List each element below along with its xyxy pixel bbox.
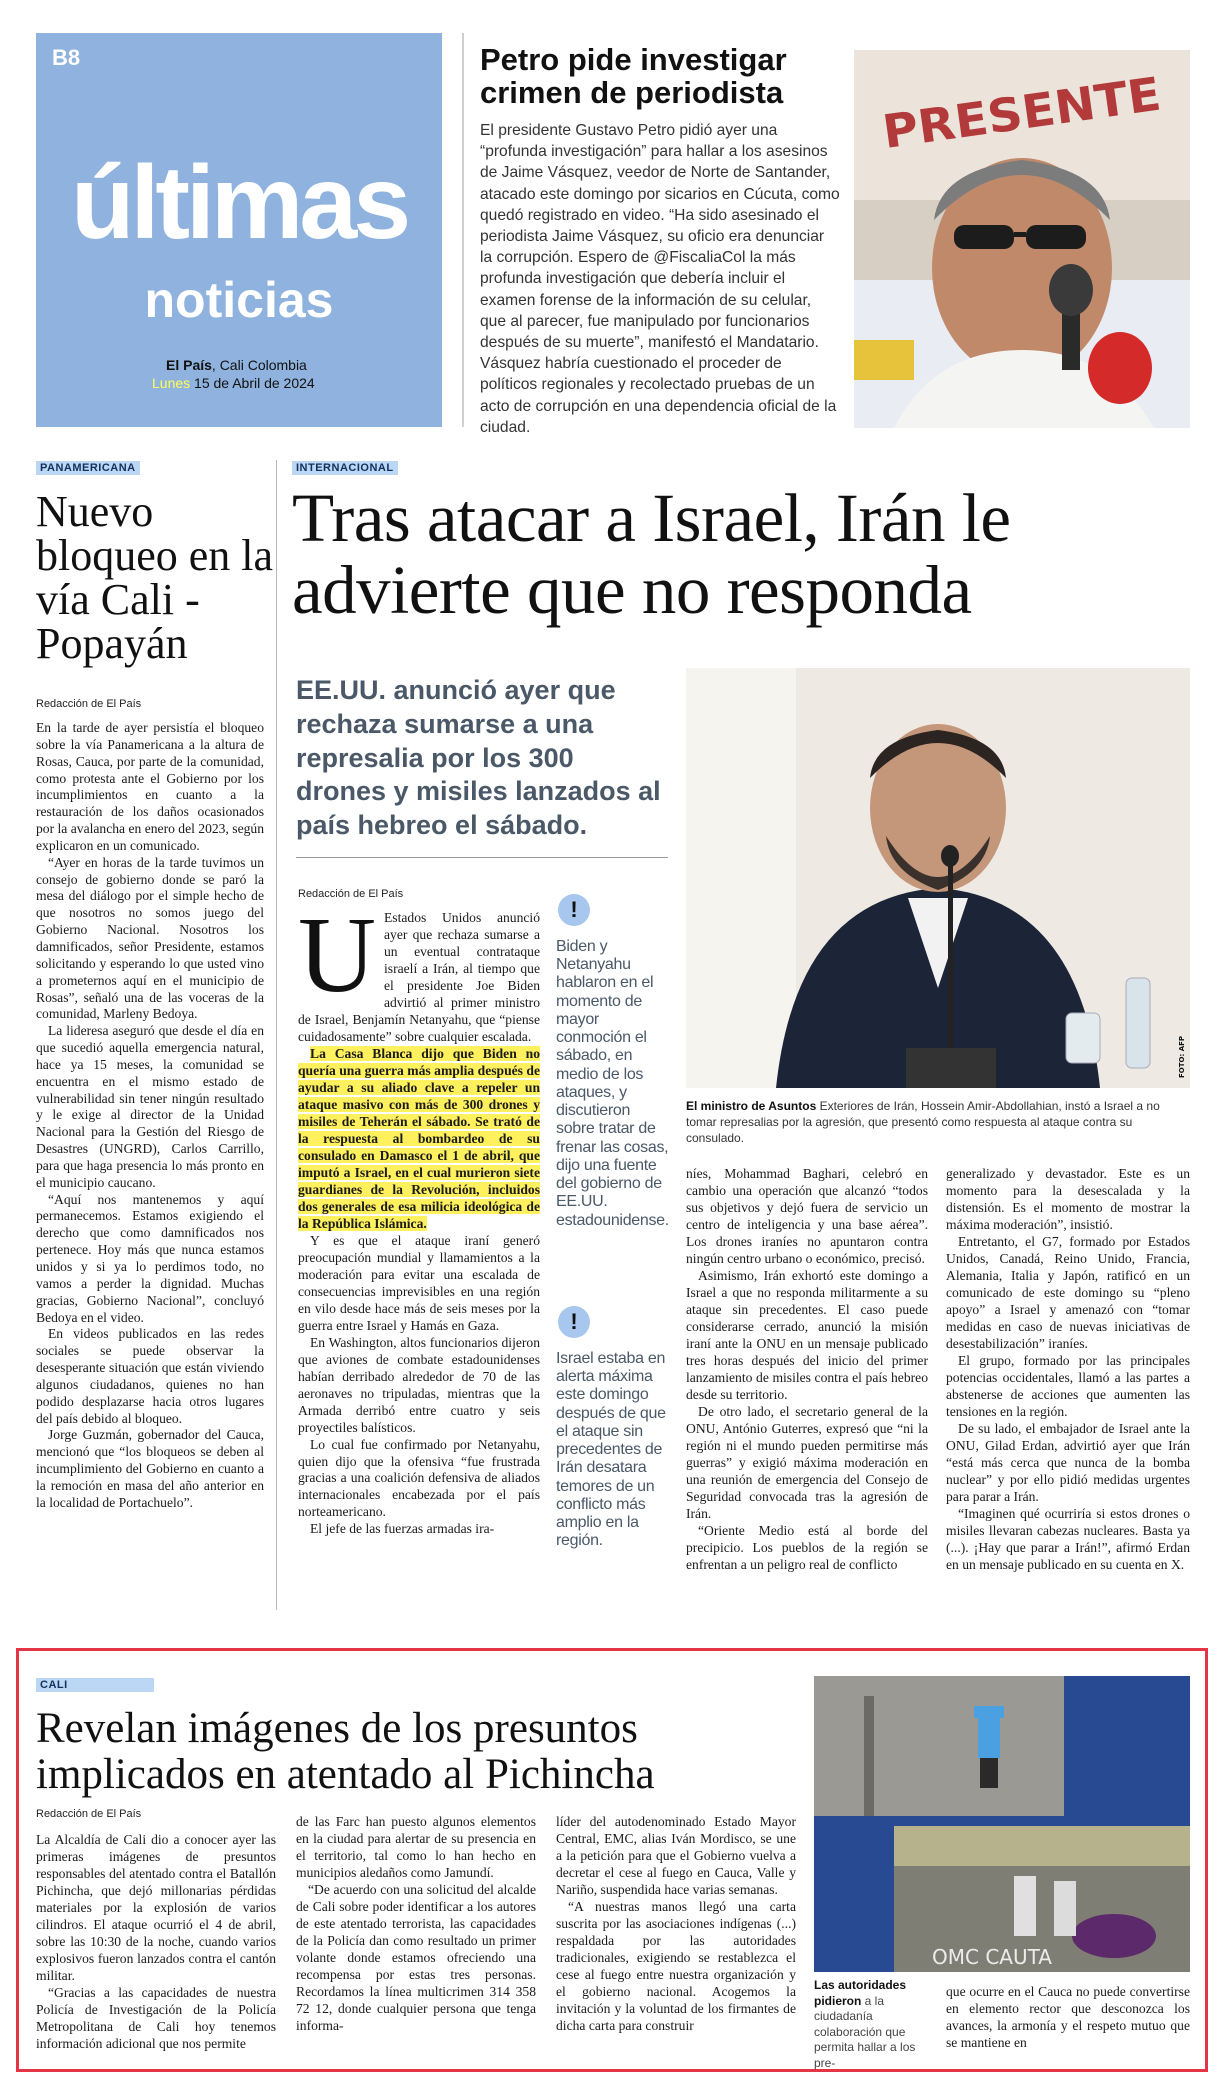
divider <box>462 33 464 427</box>
divider <box>296 857 668 858</box>
panamericana-body: En la tarde de ayer persistía el bloqueo sobre la vía Panamericana a la altura de Rosas, Cauca, por parte de la comunidad, como protesta ante el Gobierno por los incumplimientos en cuanto a la restauración de los daños ocasionados por la avalancha en enero del 2023, según explicaron en un comunicado. “Ayer en horas de la tarde tuvimos un consejo de gobierno donde se paró la mesa del diálogo por el simple hecho de que nosotros no somos juego del Gobierno Nacional. Nosotros los damnificados, señor Presidente, estamos solicitando y esperando lo que usted vino a prometernos aquí en el municipio de Rosas”, señaló una de las voceras de la comunidad, Marleny Bedoya. La lideresa aseguró que desde el día en que sucedió aquella emergencia natural, hace ya 15 meses, la comunidad se encuentra en el mismo estado de vulnerabilidad sin tener ningún resultado y le exige al director de la Unidad Nacional para la Gestión del Riesgo de Desastres (UNGRD), Carlos Carrillo, para que haga presencia lo más pronto en el municipio caucano. “Aquí nos mantenemos y aquí permanecemos. Estamos exigiendo el derecho que como damnificados nos pertenece. Hoy más que nunca estamos unidos y si ya lo perdimos todo, no vamos a perder la dignidad. Muchas gracias, Gobierno Nacional”, concluyó Bedoya en el video. En videos publicados en las redes sociales se puede observar la desesperante situación que están viviendo algunos ciudadanos, quienes no han podido desplazarse hacia otros lugares del país debido al bloqueo. Jorge Guzmán, gobernador del Cauca, mencionó que “los bloqueos se deben al incumplimiento del Gobierno en cuanto a la remoción en masa del año anterior en la localidad de Portachuelo”. <box>36 720 264 1510</box>
tag-panamericana: PANAMERICANA <box>36 461 140 475</box>
photo-sign-text: PRESENTE <box>879 68 1151 159</box>
main-deck: EE.UU. anunció ayer que rechaza sumarse a una represalia por los 300 drones y misiles lanzados al país hebreo el sábado. <box>296 675 661 840</box>
petro-headline: Petro pide investigar crimen de periodista <box>480 42 787 110</box>
iran-minister-photo <box>686 668 1190 1088</box>
cali-byline: Redacción de El País <box>36 1808 142 1820</box>
tag-cali: CALI <box>36 1678 154 1692</box>
panamericana-headline: Nuevo bloqueo en la vía Cali - Popayán <box>36 487 274 668</box>
cali-photo-caption: Las autoridades pidieron a la ciudadanía colaboración que permita hallar a los pre- <box>814 1978 916 2070</box>
cali-headline: Revelan imágenes de los presuntos implicados en atentado al Pichincha <box>36 1705 655 1798</box>
cali-col1: La Alcaldía de Cali dio a conocer ayer las primeras imágenes de presuntos responsables del atentado contra el Batallón Pichincha, que dejó millonarias pérdidas materiales por la explosión de varios cilindros. El ataque ocurrió el 4 de abril, sobre las 10:30 de la noche, cuando varios explosivos fueron lanzados contra el cantón militar. “Gracias a las capacidades de nuestra Policía de Investigación de la Policía Metropolitana de Cali hoy tenemos información adicional que nos permite <box>36 1832 276 2051</box>
exclamation-icon: ! <box>558 1306 590 1338</box>
photo-overlay-text: OMC CAUTA <box>932 1945 1052 1969</box>
main-article-col1: U Estados Unidos anunció ayer que rechaza sumarse a un eventual contrataque israelí a Irán, al tiempo que el presidente Joe Biden advirtió al primer ministro de Israel, Benjamín Netanyahu, que “piense cuidadosamente” sobre cualquier escalada. La Casa Blanca dijo que Biden no quería una guerra más amplia después de ayudar a su aliado clave a repeler un ataque masivo con más de 300 drones y misiles de Teherán el sábado. Se trató de la respuesta al bombardeo de su consulado en Damasco el 1 de abril, que imputó a Israel, en el cual murieron siete guardianes de la Revolución, incluidos dos generales de esa milicia ideológica de la República Islámica. Y es que el ataque iraní generó preocupación mundial y llamamientos a la moderación para evitar una escalada de consecuencias imprevisibles en una región en vilo desde hace más de seis meses por la guerra entre Israel y Hamás en Gaza. En Washington, altos funcionarios dijeron que aviones de combate estadounidenses habían derribado alrededor de 70 de las aeronaves no tripuladas, mientras que la Armada derribó entre cuatro y seis proyectiles balísticos. Lo cual fue confirmado por Netanyahu, quien dijo que la ofensiva “fue frustrada gracias a una coalición defensiva de aliados internacionales encabezada por el país norteamericano. El jefe de las fuerzas armadas ira- <box>298 896 540 1537</box>
issue-date: Lunes 15 de Abril de 2024 <box>152 375 315 391</box>
cali-col3: líder del autodenominado Estado Mayor Central, EMC, alias Iván Mordisco, se une a la petición para que el Gobierno vuelva a decretar el cese al fuego en Cauca, Valle y Nariño, suspendida hace varias semanas. “A nuestras manos llegó una carta suscrita por las asociaciones indígenas (...) respaldada por las autoridades tradicionales, exigiendo se restablezca el cese al fuego entre nuestra organización y el gobierno nacional. Acogemos la invitación y la voluntad de los firmantes de dicha carta para construir <box>556 1814 796 2033</box>
photo-credit: FOTO: AFP <box>1178 1035 1186 1078</box>
column-divider <box>276 460 277 1610</box>
pull-quote-1: Biden y Netanyahu hablaron en el momento de mayor conmoción el sábado, en medio de los ataques, y discutieron sobre tratar de frenar las cosas, dijo una fuente del gobierno de EE.UU. estadounidense. <box>556 938 669 1229</box>
cali-col2: de las Farc han puesto algunos elementos en la ciudad para alertar de su presencia en el territorio, tal como lo han hecho en municipios aledaños como Jamundí. “De acuerdo con una solicitud del alcalde de Cali sobre poder identificar a los autores de este atentado terrorista, las capacidades de la Policía dan como resultado un primer volante donde estamos ofreciendo una recompensa por estas tres personas. Recordamos la línea multicrimen 314 358 72 12, donde cualquier persona que tenga informa- <box>296 1814 536 2033</box>
panamericana-byline: Redacción de El País <box>36 698 142 710</box>
masthead <box>36 33 442 427</box>
cali-col4: que ocurre en el Cauca no puede convertirse en elemento rector que desconozca los avances, la armonía y el respeto mutuo que se mantiene en <box>946 1984 1190 2050</box>
pull-quote-2: Israel estaba en alerta máxima este domingo después de que el ataque sin precedentes de Irán desatara temores de un conflicto más amplio en la región. <box>556 1350 666 1550</box>
exclamation-icon: ! <box>558 894 590 926</box>
petro-photo <box>854 50 1190 428</box>
petro-body: El presidente Gustavo Petro pidió ayer una “profunda investigación” para hallar a los asesinos de Jaime Vásquez, veedor de Norte de Santander, atacado este domingo por sicarios en Cúcuta, como quedó registrado en video. “Ha sido asesinado el periodista Jaime Vásquez, su oficio era denunciar la corrupción. Espero de @FiscaliaCol la más profunda investigación que debería incluir el examen forense de la información de su celular, que al parecer, fue manipulado por funcionarios después de su muerte”, manifestó el Mandatario. Vásquez habría cuestionado el proceder de políticos regionales y recolectado pruebas de un acto de corrupción en una dependencia oficial de la ciudad. <box>480 122 840 436</box>
publisher: El País, Cali Colombia <box>166 357 307 373</box>
iran-photo-caption: El ministro de Asuntos Exteriores de Irán, Hossein Amir-Abdollahian, instó a Israel a no tomar represalias por la agresión, que presentó como respuesta al ataque contra su consulado. <box>686 1099 1160 1146</box>
brand-ultimas: últimas <box>70 145 408 261</box>
dropcap: U <box>298 896 376 1015</box>
main-article-col3: níes, Mohammad Baghari, celebró en cambio una operación que alcanzó “todos sus objetivos y dejó fuera de servicio un centro de inteligencia y una base aérea”. Los drones iraníes no apuntaron contra ningún centro urbano o económico, precisó. Asimismo, Irán exhortó este domingo a Israel a que no responda militarmente a su ataque sin precedentes. El caso puede considerarse cerrado, anunció la misión iraní ante la ONU en un mensaje publicado tres horas después del inicio del primer lanzamiento de misiles contra el país hebreo desde su territorio. De otro lado, el secretario general de la ONU, António Guterres, expresó que “ni la región ni el mundo pueden permitirse más guerras” y exigió máxima moderación en una reunión de emergencia del Consejo de Seguridad convocada tras la agresión de Irán. “Oriente Medio está al borde del precipicio. Los pueblos de la región se enfrentan a un peligro real de conflicto <box>686 1166 928 1572</box>
main-article-col4: generalizado y devastador. Este es un momento para la desescalada y la distensión. Es el momento de mostrar la máxima moderación”, insistió. Entretanto, el G7, formado por Estados Unidos, Canadá, Reino Unido, Francia, Alemania, Italia y Japón, ratificó en un comunicado de este domingo su “pleno apoyo” a Israel y amenazó con “tomar medidas en caso de nuevas iniciativas de desestabilización” iraníes. El grupo, formado por las principales potencias occidentales, llamó a las partes a abstenerse de acciones que aumenten las tensiones en la región. De su lado, el embajador de Israel ante la ONU, Gilad Erdan, advirtió ayer que Irán “está más cerca que nunca de la bomba nuclear” y por ello pidió medidas urgentes para parar a Irán. “Imaginen qué ocurriría si estos drones o misiles llevaran cabezas nucleares. Basta ya (...). ¡Hay que parar a Irán!”, afirmó Erdan en un mensaje publicado en su cuenta en X. <box>946 1166 1190 1572</box>
main-headline: Tras atacar a Israel, Irán le advierte que no responda <box>292 480 1011 629</box>
cali-suspects-photo <box>814 1676 1190 1972</box>
page-number: B8 <box>52 45 81 70</box>
brand-noticias: noticias <box>144 272 334 328</box>
internacional-byline: Redacción de El País <box>298 888 404 900</box>
tag-internacional: INTERNACIONAL <box>292 461 398 475</box>
